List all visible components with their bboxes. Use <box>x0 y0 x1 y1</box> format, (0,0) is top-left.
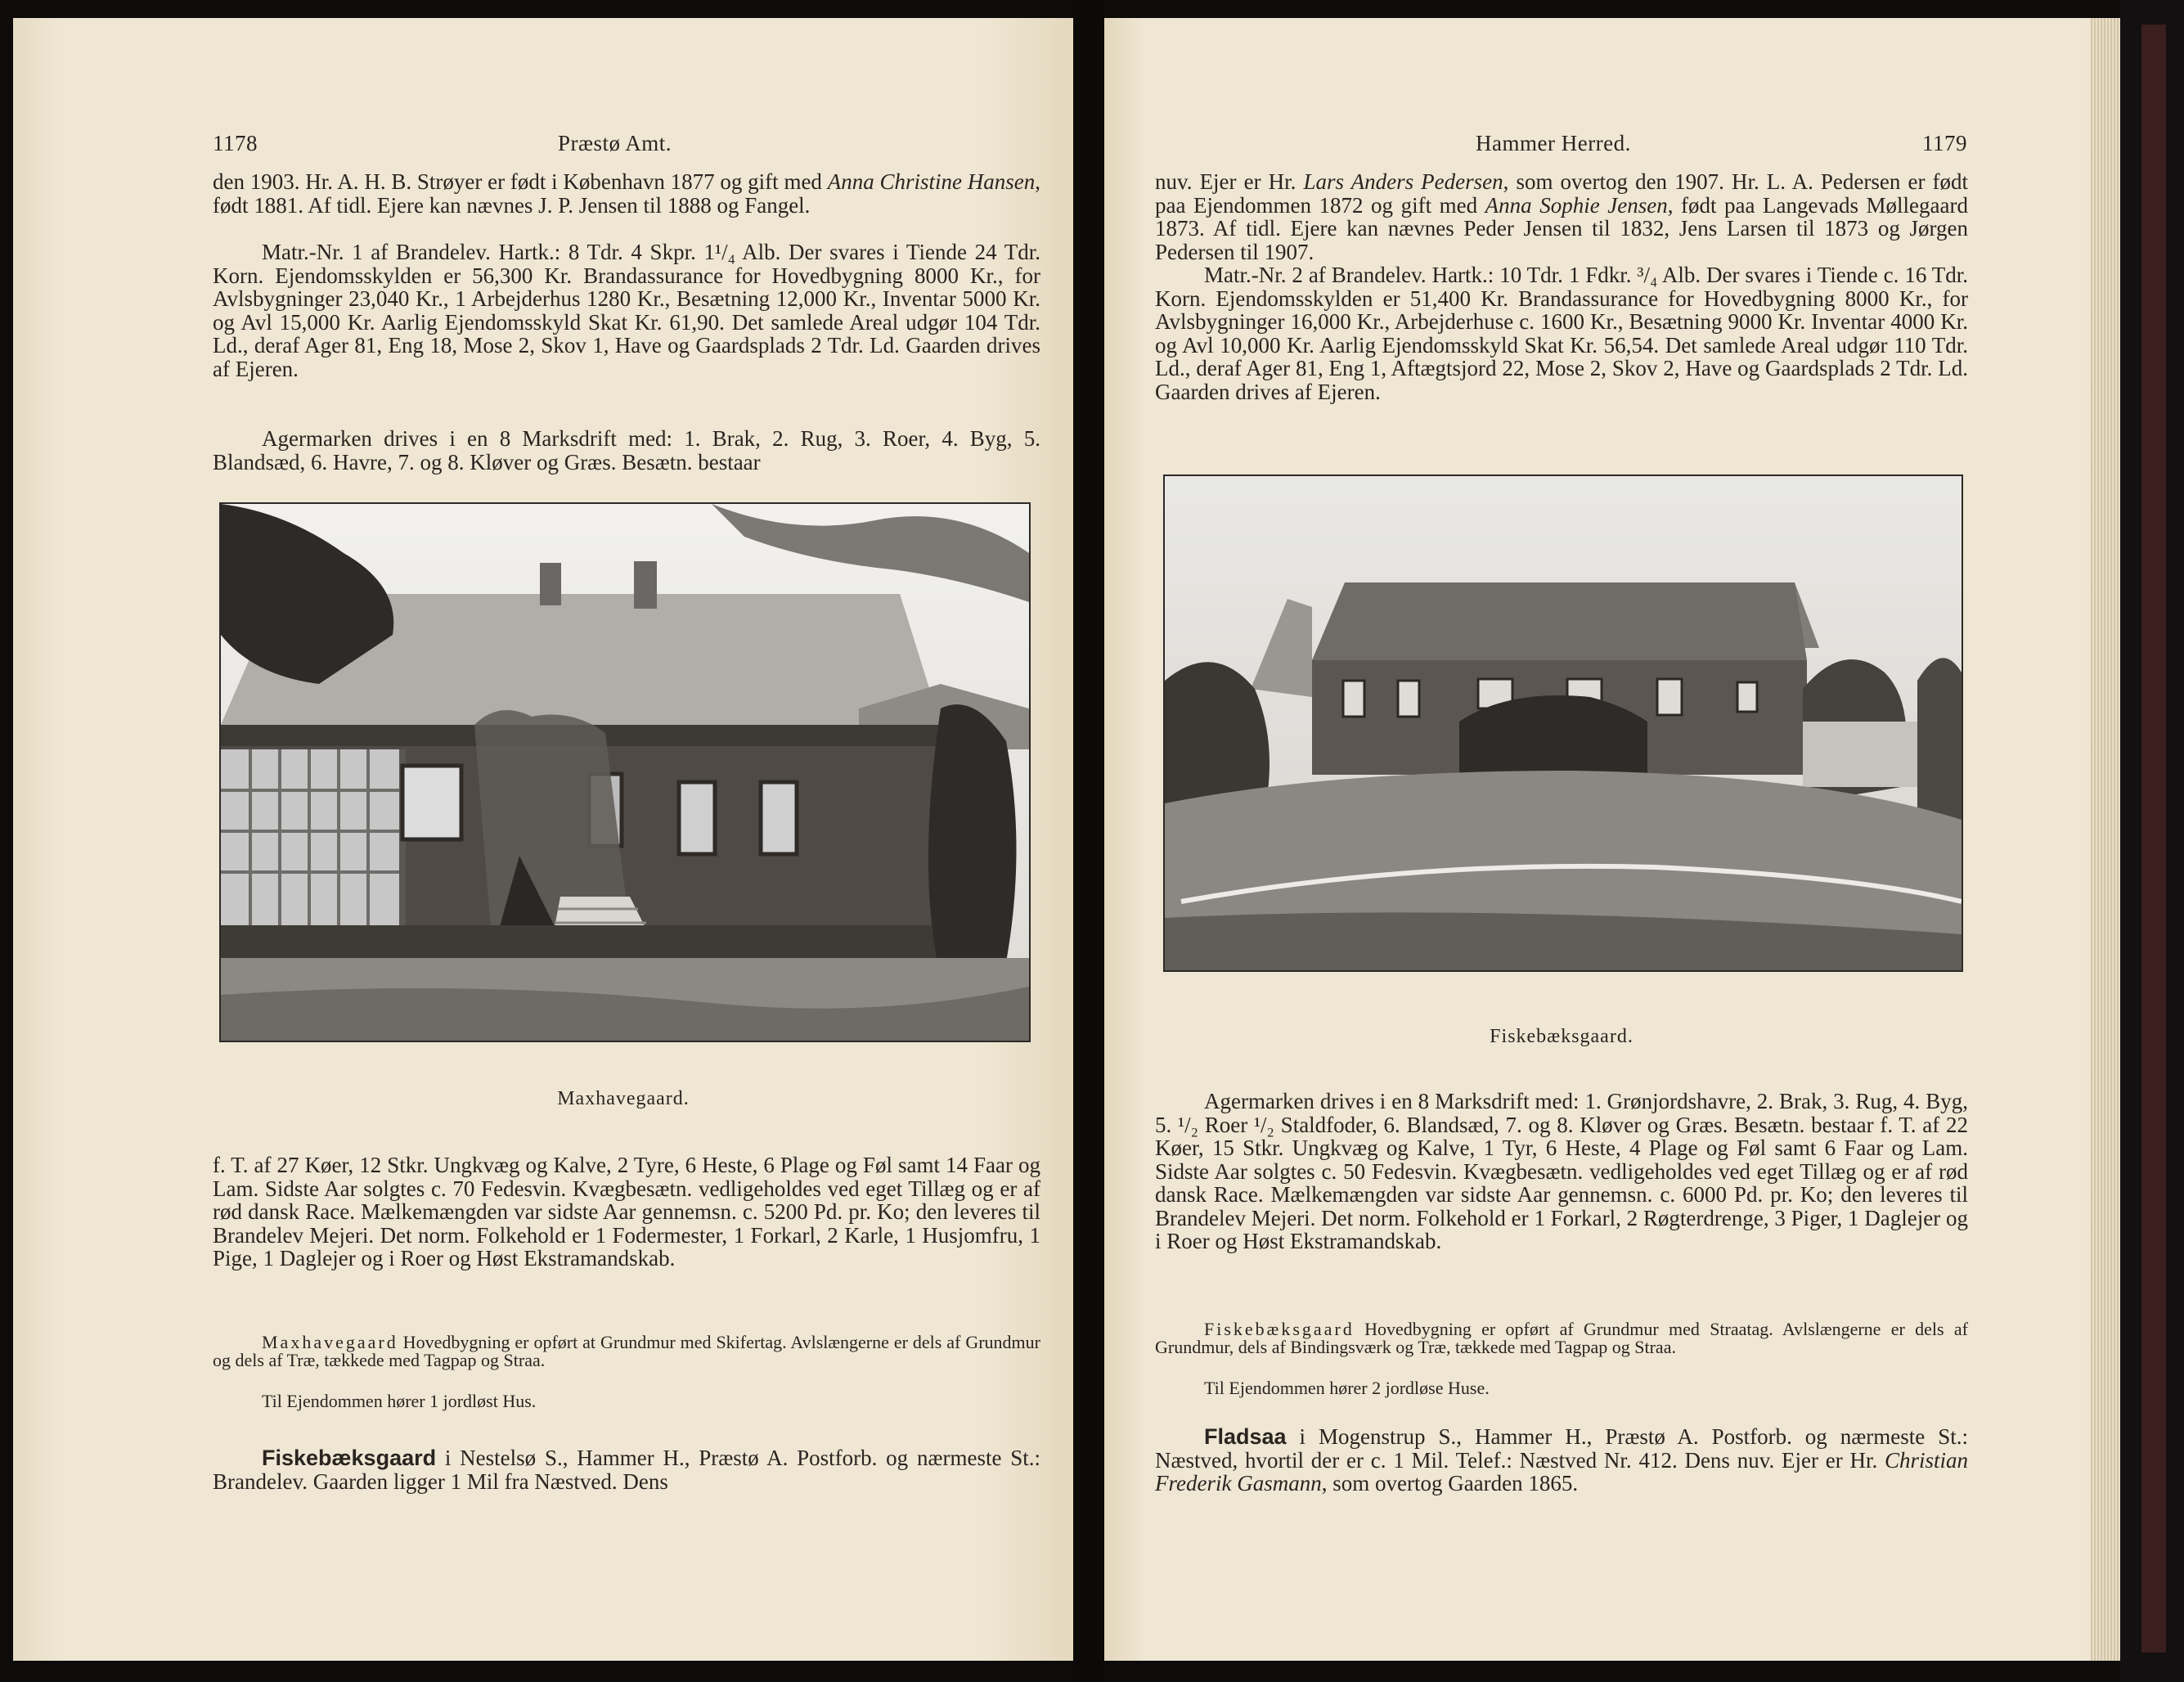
note-houses-left: Til Ejendommen hører 1 jordløst Hus. <box>262 1391 537 1411</box>
running-head-right: Hammer Herred. <box>1476 131 1631 155</box>
note-farm-name: Maxhavegaard <box>262 1332 398 1352</box>
paragraph-property-right: Matr.-Nr. 2 af Brandelev. Hartk.: 10 Tdr. 1 Fdkr. ³/₄ Alb. Der svares i Tiende c. 16 Tdr. Korn. Ejendomsskylden er 51,400 Kr. Brandassurance for Hovedbygning 8000 Kr., for Avlsbygninger 16,000 Kr., Arbejderhuse c. 1600 Kr., Besætning 9000 Kr. Inventar 4000 Kr. og Avl 10,000 Kr. Aarlig Ejendomsskyld Skat Kr. 56,54. Det samlede Areal udgør 110 Tdr. Ld., deraf Ager 81, Eng 1, Aftægtsjord 22, Mose 2, Skov 2, Have og Gaardsplads 2 Tdr. Ld. Gaarden drives af Ejeren. <box>1155 263 1968 404</box>
paragraph-livestock-left: f. T. af 27 Køer, 12 Stkr. Ungkvæg og Kalve, 2 Tyre, 6 Heste, 6 Plage og Føl samt 14 Faar og Lam. Sidste Aar solgtes c. 70 Fedesvin. Kvægbesætn. vedligeholdes ved eget Tillæg og er af rød dansk Race. Mælkemængden var sidste Aar gennemsn. c. 5200 Pd. pr. Ko; den leveres til Brandelev Mejeri. Det norm. Folkehold er 1 Fodermester, 1 Forkarl, 2 Karle, 1 Husjomfru, 1 Pige, 1 Daglejer og i Roer og Høst Ekstramandskab. <box>213 1153 1040 1270</box>
running-head-left: Præstø Amt. <box>558 131 672 155</box>
book-binding-gutter <box>1073 0 1104 1682</box>
paragraph-farming-left: Agermarken drives i en 8 Marksdrift med: 1. Brak, 2. Rug, 3. Roer, 4. Byg, 5. Blandsæd, 6. Havre, 7. og 8. Kløver og Græs. Besætn. bestaar <box>213 426 1040 474</box>
paragraph-property-left: Matr.-Nr. 1 af Brandelev. Hartk.: 8 Tdr. 4 Skpr. 1¹/₄ Alb. Der svares i Tiende 24 Tdr. Korn. Ejendomsskylden er 56,300 Kr. Brandassurance for Hovedbygning 8000 Kr., for Avlsbygninger 23,040 Kr., 1 Arbejderhus 1280 Kr., Besætning 12,000 Kr., Inventar 5000 Kr. og Avl 15,000 Kr. Aarlig Ejendomsskyld Skat Kr. 61,90. Det samlede Areal udgør 104 Tdr. Ld., deraf Ager 81, Eng 18, Mose 2, Skov 1, Have og Gaardsplads 2 Tdr. Ld. Gaarden drives af Ejeren. <box>213 240 1040 381</box>
page-number-right: 1179 <box>1922 131 1967 155</box>
entry-fiskebaeksgaard: Fiskebæksgaard i Nestelsø S., Hammer H., Præstø A. Postforb. og nærmeste St.: Brandelev. Gaarden ligger 1 Mil fra Næstved. Dens <box>213 1446 1040 1494</box>
wife-name: Anna Sophie Jensen <box>1485 192 1668 218</box>
owner-name: Lars Anders Pedersen <box>1303 169 1503 194</box>
note-buildings-left: Maxhavegaard Hovedbygning er opført at Grundmur med Skifertag. Avlslængerne er dels af Grundmur og dels af Træ, tækkede med Tagpap og Straa. <box>213 1332 1040 1370</box>
paragraph-owner-right: nuv. Ejer er Hr. Lars Anders Pedersen, som overtog den 1907. Hr. L. A. Pedersen er født paa Ejendommen 1872 og gift med Anna Sophie Jensen, født paa Langevads Møllegaard 1873. Af tidl. Ejere kan nævnes Peder Jensen til 1832, Jens Larsen til 1873 og Jørgen Pedersen til 1907. <box>1155 169 1968 264</box>
photo-maxhavegaard <box>219 502 1031 1042</box>
page-number-left: 1178 <box>213 131 258 155</box>
left-page <box>13 18 1073 1661</box>
right-page <box>1104 18 2120 1661</box>
entry-fladsaa: Fladsaa i Mogenstrup S., Hammer H., Præstø A. Postforb. og nærmeste St.: Næstved, hvortil der er c. 1 Mil. Telef.: Næstved Nr. 412. Dens nuv. Ejer er Hr. Christian Frederik Gasmann, som overtog Gaarden 1865. <box>1155 1424 1968 1495</box>
paragraph-farming-right: Agermarken drives i en 8 Marksdrift med: 1. Grønjordshavre, 2. Brak, 3. Rug, 4. Byg, 5. ¹/₂ Roer ¹/₂ Staldfoder, 6. Blandsæd, 7. og 8. Kløver og Græs. Besætn. bestaar f. T. af 22 Køer, 15 Stkr. Ungkvæg og Kalve, 1 Tyr, 6 Heste, 4 Plage og Føl samt 6 Faar og Lam. Sidste Aar solgtes c. 50 Fedesvin. Kvægbesætn. vedligeholdes ved eget Tillæg og er af rød dansk Race. Mælkemængden var sidste Aar gennemsn. c. 6000 Pd. pr. Ko; den leveres til Brandelev Mejeri. Det norm. Folkehold er 1 Forkarl, 2 Røgterdrenge, 3 Piger, 1 Daglejer og i Roer og Høst Ekstramandskab. <box>1155 1089 1968 1253</box>
owner-name: Christian Frederik Gasmann <box>1155 1447 1968 1495</box>
page-edge-texture <box>2091 18 2120 1661</box>
note-buildings-right: Fiskebæksgaard Hovedbygning er opført af Grundmur med Straatag. Avlslængerne er dels af Grundmur, dels af Bindingsværk og Træ, tækkede med Tagpap og Straa. <box>1155 1319 1968 1357</box>
book-cover-red-edge <box>2141 25 2166 1653</box>
photo-caption-right: Fiskebæksgaard. <box>1490 1026 1634 1047</box>
paragraph-owner-left: den 1903. Hr. A. H. B. Strøyer er født i København 1877 og gift med Anna Christine Hansen, født 1881. Af tidl. Ejere kan nævnes J. P. Jensen til 1888 og Fangel. <box>213 169 1041 218</box>
photo-fiskebaeksgaard <box>1163 474 1963 972</box>
note-farm-name: Fiskebæksgaard <box>1204 1319 1355 1339</box>
entry-heading: Fiskebæksgaard <box>262 1446 437 1470</box>
photo-caption-left: Maxhavegaard. <box>557 1088 690 1109</box>
note-houses-right: Til Ejendommen hører 2 jordløse Huse. <box>1204 1378 1490 1398</box>
entry-heading: Fladsaa <box>1204 1424 1287 1449</box>
wife-name: Anna Christine Hansen <box>827 169 1036 194</box>
